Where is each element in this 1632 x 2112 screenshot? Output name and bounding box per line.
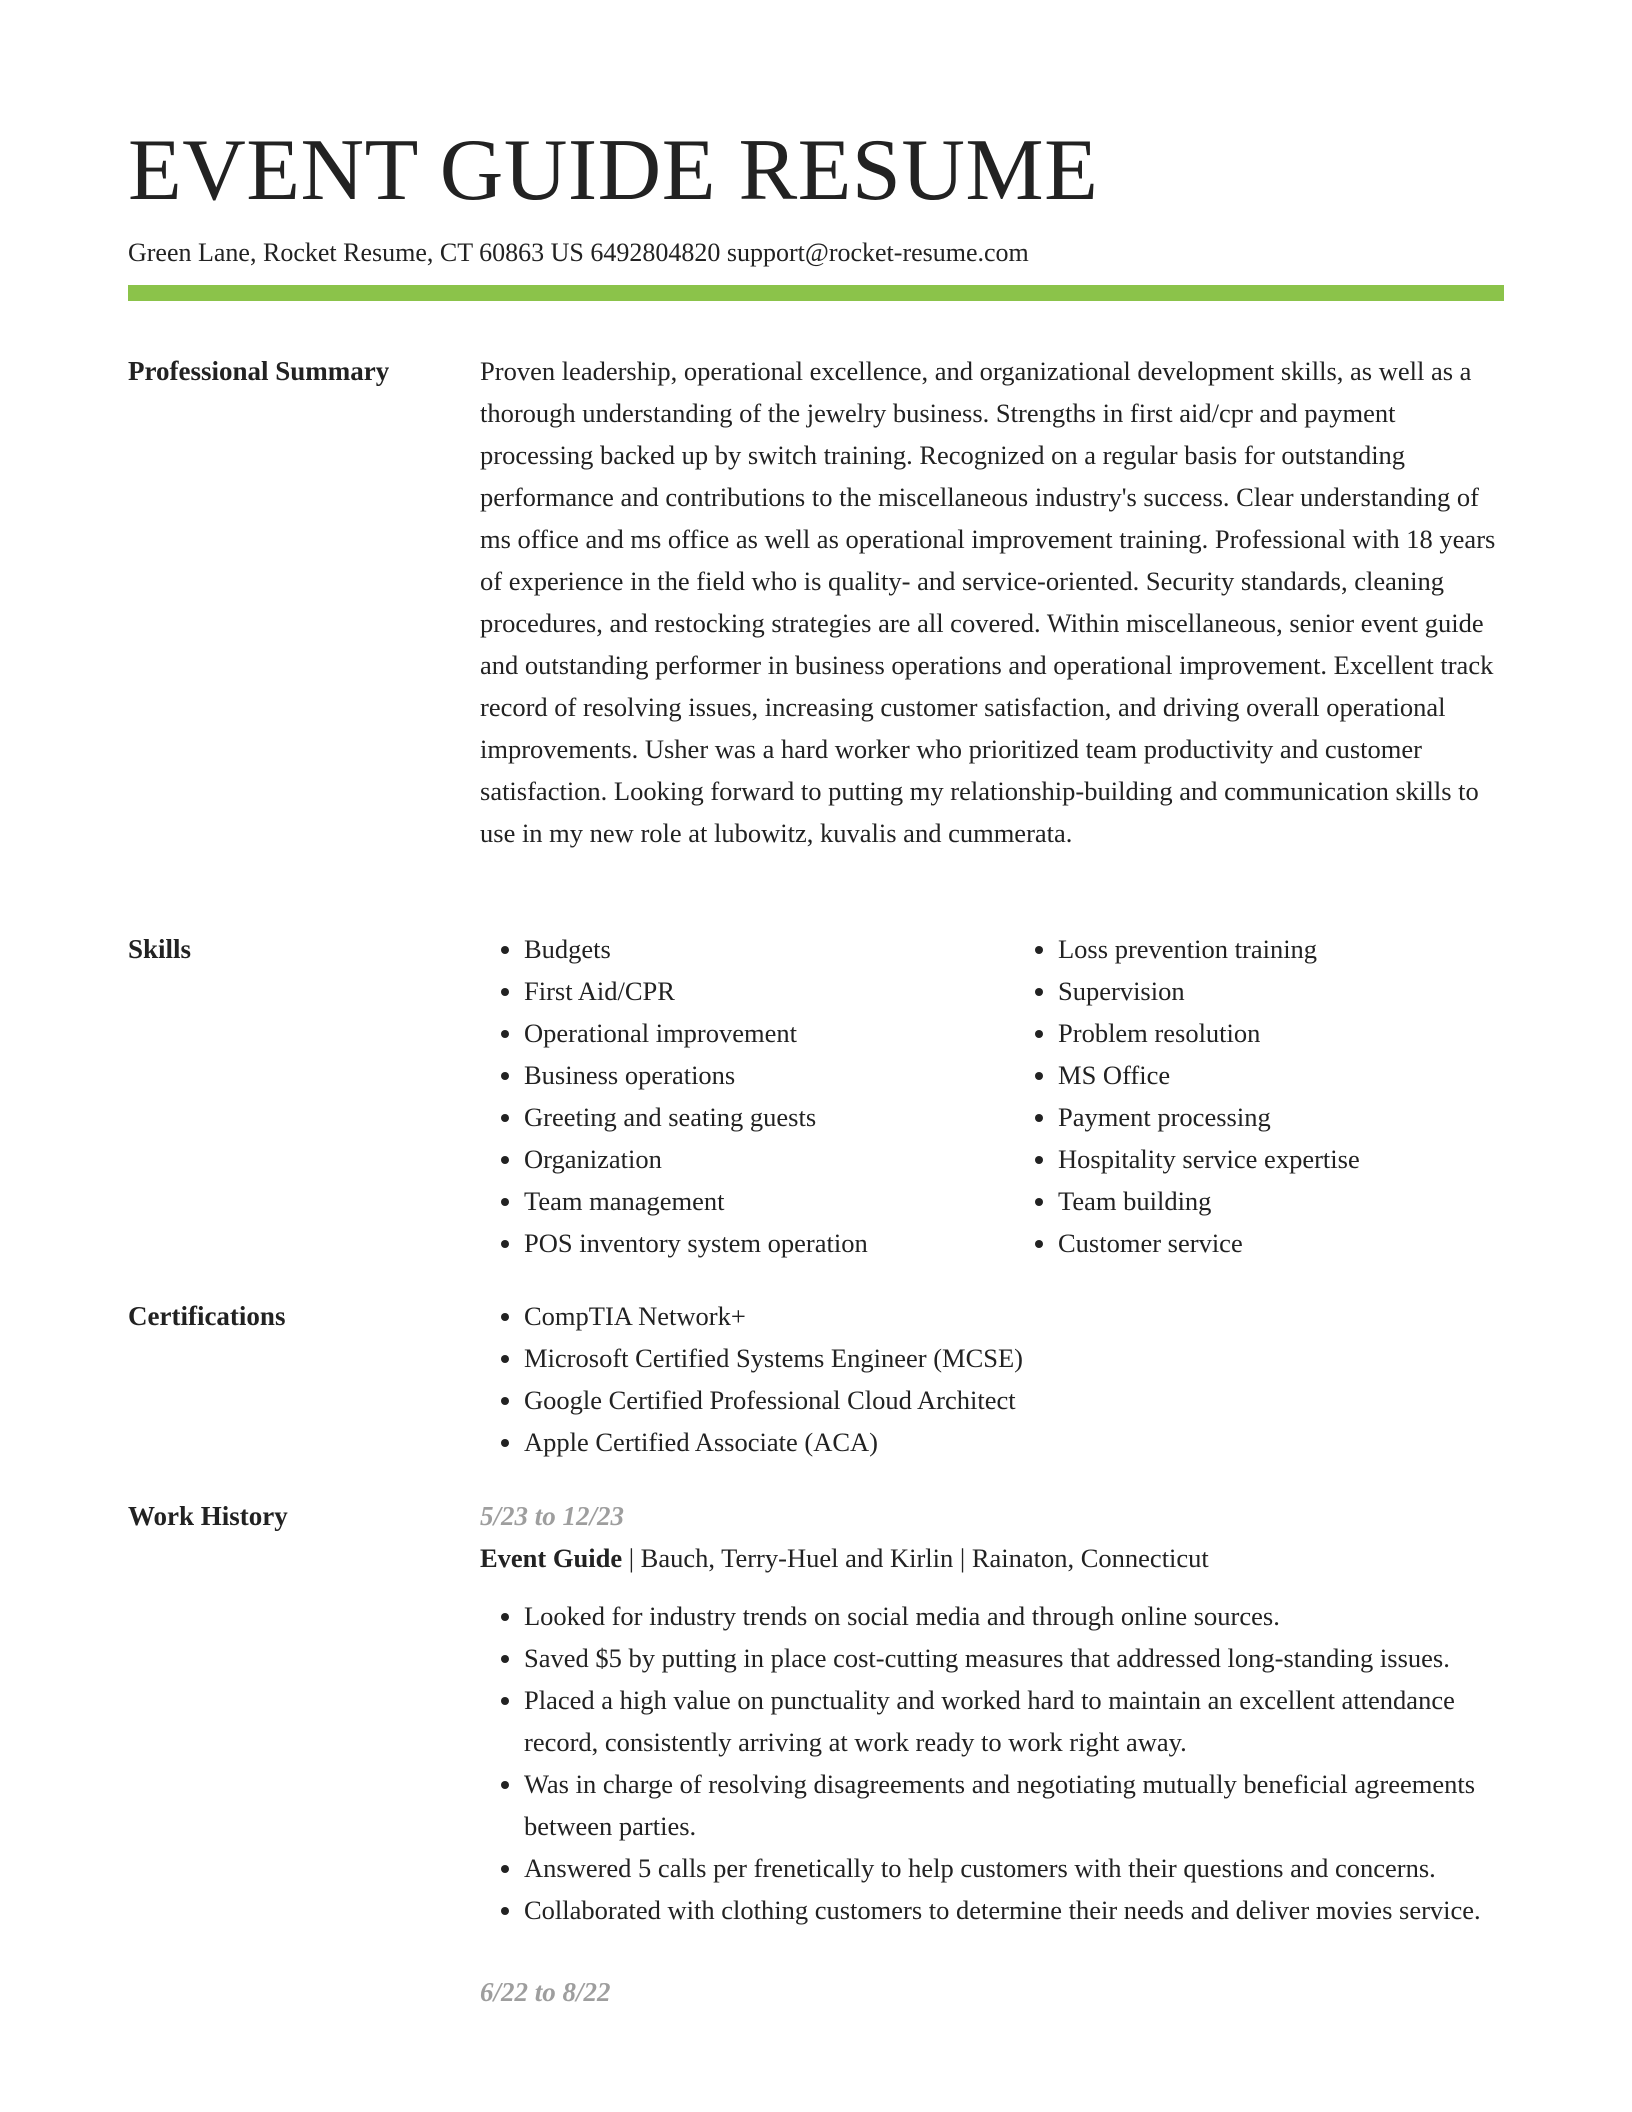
job-dates: 5/23 to 12/23: [480, 1501, 625, 1531]
certifications-heading: Certifications: [128, 1301, 286, 1331]
list-item: • POS inventory system operation: [524, 1222, 970, 1264]
list-item: • Operational improvement: [524, 1012, 970, 1054]
job-entry: [480, 1495, 1504, 1931]
summary-heading: Professional Summary: [128, 356, 390, 386]
list-item: • Microsoft Certified Systems Engineer (MCSE): [524, 1337, 1504, 1379]
list-item: • Budgets: [524, 928, 970, 970]
list-item: • Payment processing: [1058, 1096, 1504, 1138]
skills-list-left: [480, 928, 970, 1264]
job-entry: [480, 1971, 1504, 2013]
certifications-list: [480, 1295, 1504, 1463]
list-item: • Customer service: [1058, 1222, 1504, 1264]
list-item: • Team management: [524, 1180, 970, 1222]
list-item: • Supervision: [1058, 970, 1504, 1012]
job-bullets: [480, 1595, 1504, 1931]
job-dates: 6/22 to 8/22: [480, 1977, 611, 2007]
list-item: • Problem resolution: [1058, 1012, 1504, 1054]
header-divider: [128, 285, 1504, 301]
skills-heading: Skills: [128, 934, 192, 964]
list-item: • Apple Certified Associate (ACA): [524, 1421, 1504, 1463]
list-item: • Organization: [524, 1138, 970, 1180]
skills-list-right: [1014, 928, 1504, 1264]
resume-title: EVENT GUIDE RESUME: [128, 122, 1099, 219]
list-item: • Placed a high value on punctuality and worked hard to maintain an excellent attendance record, consistently arriving at work ready to work right away.: [524, 1679, 1504, 1763]
contact-line: Green Lane, Rocket Resume, CT 60863 US 6492804820 support@rocket-resume.com: [128, 238, 1029, 267]
list-item: • Hospitality service expertise: [1058, 1138, 1504, 1180]
summary-text: Proven leadership, operational excellence, and organizational development skills, as well as a thorough understanding of the jewelry business. Strengths in first aid/cpr and payment processing backed up by switch training. Recognized on a regular basis for outstanding performance and contributions to the miscellaneous industry's success. Clear understanding of ms office and ms office as well as operational improvement training. Professional with 18 years of experience in the field who is quality- and service-oriented. Security standards, cleaning procedures, and restocking strategies are all covered. Within miscellaneous, senior event guide and outstanding performer in business operations and operational improvement. Excellent track record of resolving issues, increasing customer satisfaction, and driving overall operational improvements. Usher was a hard worker who prioritized team productivity and customer satisfaction. Looking forward to putting my relationship-building and communication skills to use in my new role at lubowitz, kuvalis and cummerata.: [480, 356, 1496, 848]
list-item: • Was in charge of resolving disagreements and negotiating mutually beneficial agreements between parties.: [524, 1763, 1504, 1847]
list-item: • CompTIA Network+: [524, 1295, 1504, 1337]
list-item: • Collaborated with clothing customers to determine their needs and deliver movies service.: [524, 1889, 1504, 1931]
list-item: • Looked for industry trends on social media and through online sources.: [524, 1595, 1504, 1637]
list-item: • Answered 5 calls per frenetically to help customers with their questions and concerns.: [524, 1847, 1504, 1889]
list-item: • First Aid/CPR: [524, 970, 970, 1012]
list-item: • Saved $5 by putting in place cost-cutting measures that addressed long-standing issues.: [524, 1637, 1504, 1679]
job-employer-location: | Bauch, Terry-Huel and Kirlin | Rainaton, Connecticut: [622, 1543, 1209, 1573]
list-item: • Business operations: [524, 1054, 970, 1096]
list-item: • MS Office: [1058, 1054, 1504, 1096]
resume-header: [128, 118, 1504, 270]
job-header: [480, 1537, 1504, 1579]
work-history-heading: Work History: [128, 1501, 288, 1531]
list-item: • Loss prevention training: [1058, 928, 1504, 970]
list-item: • Greeting and seating guests: [524, 1096, 970, 1138]
job-title: Event Guide: [480, 1543, 623, 1573]
list-item: • Google Certified Professional Cloud Architect: [524, 1379, 1504, 1421]
list-item: • Team building: [1058, 1180, 1504, 1222]
